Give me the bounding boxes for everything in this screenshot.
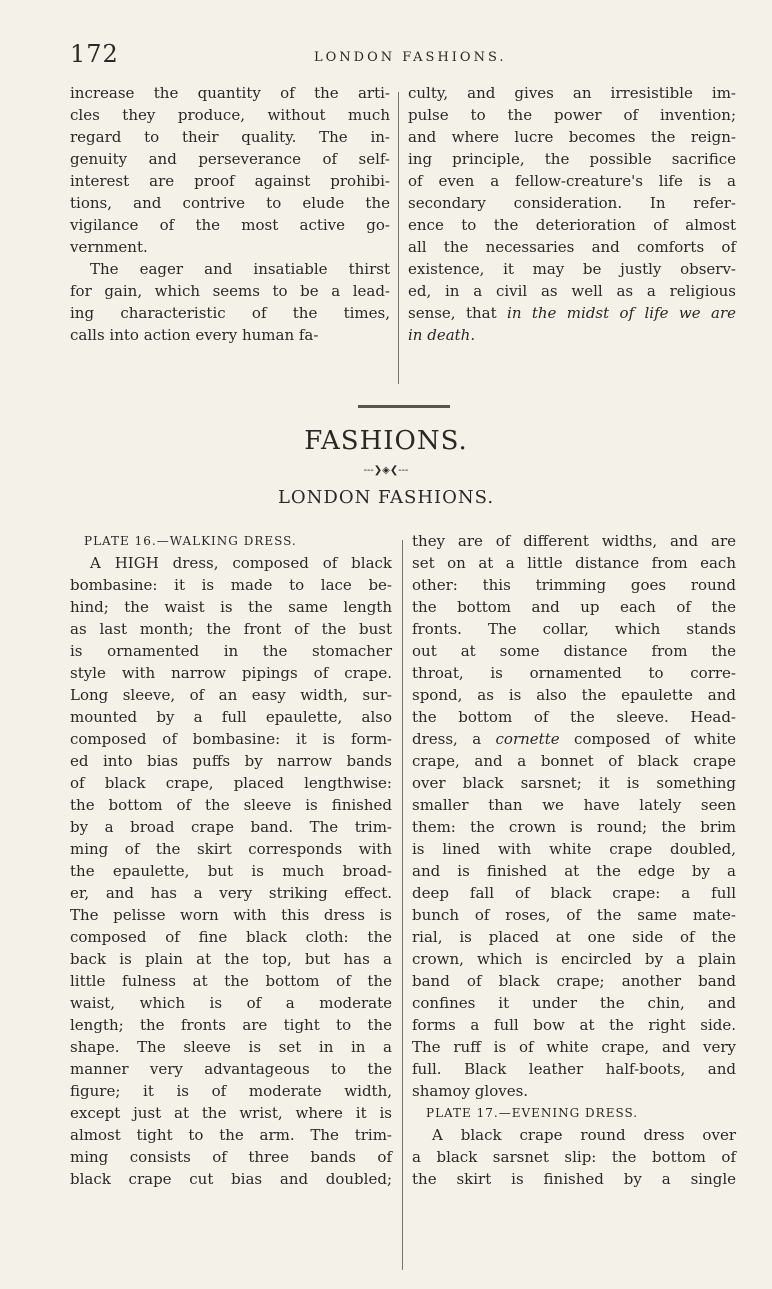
text-line: style with narrow pipings of crape. — [70, 664, 392, 682]
running-head: LONDON FASHIONS. — [314, 50, 507, 65]
text-line: bombasine: it is made to lace be- — [70, 576, 392, 594]
text-line: and is finished at the edge by a — [412, 862, 736, 880]
text-line: the bottom and up each of the — [412, 598, 736, 616]
text-line: shamoy gloves. — [412, 1082, 529, 1100]
text-line: and where lucre becomes the reign- — [408, 128, 736, 146]
text-line — [408, 302, 736, 324]
text-line: bunch of roses, of the same mate- — [412, 906, 736, 924]
section-subtitle: LONDON FASHIONS. — [277, 487, 495, 508]
text-line: almost tight to the arm. The trim- — [70, 1126, 392, 1144]
text-line: spond, as is also the epaulette and — [412, 686, 736, 704]
text-line: crown, which is encircled by a plain — [412, 950, 736, 968]
text-line: secondary consideration. In refer- — [408, 194, 736, 212]
text-line: ing principle, the possible sacrifice — [408, 150, 736, 168]
text-line: of black crape, placed lengthwise: — [70, 774, 392, 792]
section-ornament: ---❯◈❮--- — [363, 465, 409, 476]
text-line: they are of different widths, and are — [412, 532, 736, 550]
italic-term: cornette — [495, 730, 560, 748]
text-line: other: this trimming goes round — [412, 576, 736, 594]
text-line: existence, it may be justly observ- — [408, 260, 736, 278]
text-line — [412, 728, 736, 750]
text-line: Long sleeve, of an easy width, sur- — [70, 686, 392, 704]
italic-quote-end: in death. — [408, 326, 476, 344]
text-line: for gain, which seems to be a lead- — [70, 282, 390, 300]
text-line: vigilance of the most active go- — [70, 216, 390, 234]
text-line: back is plain at the top, but has a — [70, 950, 392, 968]
text-line: waist, which is of a moderate — [70, 994, 392, 1012]
text-line: is lined with white crape doubled, — [412, 840, 736, 858]
column-divider-bottom — [402, 540, 403, 1270]
text-line: by a broad crape band. The trim- — [70, 818, 392, 836]
text-line: A HIGH dress, composed of black — [90, 554, 392, 572]
text-line: composed of fine black cloth: the — [70, 928, 392, 946]
text-line: them: the crown is round; the brim — [412, 818, 736, 836]
text-line: ming of the skirt corresponds with — [70, 840, 392, 858]
text-line: ed, in a civil as well as a religious — [408, 282, 736, 300]
text-line: is ornamented in the stomacher — [70, 642, 392, 660]
text-line: smaller than we have lately seen — [412, 796, 736, 814]
text-line: ing characteristic of the times, — [70, 304, 390, 322]
text-line: The pelisse worn with this dress is — [70, 906, 392, 924]
text-line: hind; the waist is the same length — [70, 598, 392, 616]
text-line: confines it under the chin, and — [412, 994, 736, 1012]
text-line: the skirt is finished by a single — [412, 1170, 736, 1188]
text-line: the bottom of the sleeve is finished — [70, 796, 392, 814]
text-line: ming consists of three bands of — [70, 1148, 392, 1166]
text-line: throat, is ornamented to corre- — [412, 664, 736, 682]
text-line: over black sarsnet; it is something — [412, 774, 736, 792]
text-line: genuity and perseverance of self- — [70, 150, 390, 168]
text-line: crape, and a bonnet of black crape — [412, 752, 736, 770]
column-divider-top — [398, 92, 399, 384]
text-line: fronts. The collar, which stands — [412, 620, 736, 638]
text-line: The ruff is of white crape, and very — [412, 1038, 736, 1056]
text-line: composed of bombasine: it is form- — [70, 730, 392, 748]
text-line: vernment. — [70, 238, 148, 256]
text-line: forms a full bow at the right side. — [412, 1016, 736, 1034]
text-line: out at some distance from the — [412, 642, 736, 660]
text-run: sense, that — [408, 304, 508, 322]
text-line: the epaulette, but is much broad- — [70, 862, 392, 880]
text-line: cles they produce, without much — [70, 106, 390, 124]
text-run: composed of white — [559, 730, 737, 748]
text-line: of even a fellow-creature's life is a — [408, 172, 736, 190]
text-line: the bottom of the sleeve. Head- — [412, 708, 736, 726]
text-line: pulse to the power of invention; — [408, 106, 736, 124]
text-line: black crape cut bias and doubled; — [70, 1170, 392, 1188]
section-rule — [358, 405, 450, 408]
text-line: band of black crape; another band — [412, 972, 736, 990]
section-title: FASHIONS. — [304, 426, 468, 456]
text-run: dress, a — [412, 730, 496, 748]
plate-heading: PLATE 17.—EVENING DRESS. — [426, 1106, 639, 1120]
text-line: full. Black leather half-boots, and — [412, 1060, 736, 1078]
bottom-left-column — [70, 530, 392, 1190]
top-left-column — [70, 82, 390, 346]
text-line: length; the fronts are tight to the — [70, 1016, 392, 1034]
text-line: calls into action every human fa- — [70, 326, 319, 344]
text-line: er, and has a very striking effect. — [70, 884, 392, 902]
text-line: tions, and contrive to elude the — [70, 194, 390, 212]
plate-heading: PLATE 16.—WALKING DRESS. — [84, 534, 297, 548]
text-line: manner very advantageous to the — [70, 1060, 392, 1078]
text-line: except just at the wrist, where it is — [70, 1104, 392, 1122]
italic-quote: in the midst of life we are — [507, 304, 736, 322]
bottom-right-column — [412, 530, 736, 1190]
text-line: all the necessaries and comforts of — [408, 238, 736, 256]
text-line: culty, and gives an irresistible im- — [408, 84, 736, 102]
text-line: The eager and insatiable thirst — [90, 260, 390, 278]
text-line: as last month; the front of the bust — [70, 620, 392, 638]
text-line: interest are proof against prohibi- — [70, 172, 390, 190]
text-line: little fulness at the bottom of the — [70, 972, 392, 990]
text-line: rial, is placed at one side of the — [412, 928, 736, 946]
text-line — [408, 324, 736, 346]
text-line: A black crape round dress over — [432, 1126, 736, 1144]
text-line: set on at a little distance from each — [412, 554, 736, 572]
text-line: regard to their quality. The in- — [70, 128, 390, 146]
text-line: deep fall of black crape: a full — [412, 884, 736, 902]
text-line: mounted by a full epaulette, also — [70, 708, 392, 726]
text-line: shape. The sleeve is set in in a — [70, 1038, 392, 1056]
text-line: a black sarsnet slip: the bottom of — [412, 1148, 736, 1166]
page-number: 172 — [70, 40, 119, 68]
text-line: ence to the deterioration of almost — [408, 216, 736, 234]
text-line: increase the quantity of the arti- — [70, 84, 390, 102]
text-line: figure; it is of moderate width, — [70, 1082, 392, 1100]
top-right-column — [408, 82, 736, 346]
text-line: ed into bias puffs by narrow bands — [70, 752, 392, 770]
